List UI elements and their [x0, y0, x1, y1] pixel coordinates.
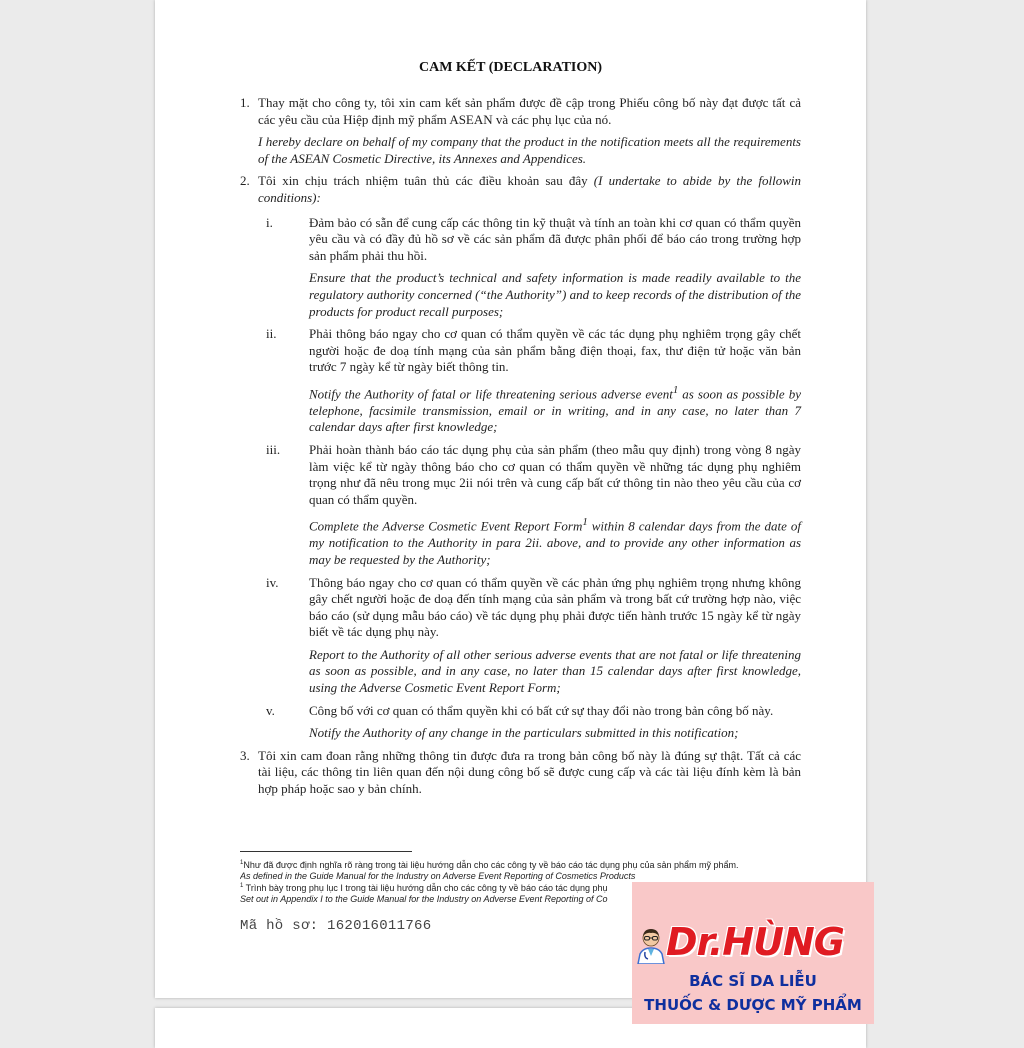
footnote-marker: 1 — [240, 883, 244, 890]
condition-number: iii. — [266, 442, 281, 458]
document-page — [155, 0, 866, 998]
brand-tagline-1: BÁC SĨ DA LIỄU — [689, 972, 817, 990]
condition-text-en — [309, 514, 801, 568]
footnote-marker: 1 — [240, 860, 244, 866]
footnote-ref: 1 — [582, 516, 588, 529]
doctor-icon — [635, 926, 667, 969]
condition-text-vi: Thông báo ngay cho cơ quan có thẩm quyền về các phản ứng phụ nghiêm trọng nhưng không gây chết người hoặc đe doạ đến tính mạng của sản phẩm và trong bất cứ trường hợp nào, việc báo cáo (sử dụng mẫu báo cáo) về tác dụng phụ phải được tiến hành trước 15 ngày kể từ ngày biết về tác dụng phụ này. — [309, 574, 801, 640]
item-text-vi: Tôi xin chịu trách nhiệm tuân thủ các điều khoản sau đây — [258, 173, 588, 189]
item-number: 3. — [240, 747, 250, 763]
condition-text-vi: Phải hoàn thành báo cáo tác dụng phụ của sản phẩm (theo mẫu quy định) trong vòng 8 ngày làm việc kể từ ngày thông báo cho cơ quan có thẩm quyền về những tác dụng phụ nghiêm trọng như đã nêu trong mục 2ii nói trên và cung cấp bất cứ thông tin nào theo yêu cầu của cơ quan có thẩm quyền. — [309, 442, 801, 507]
brand-logo-text: Dr.HÙNG — [666, 920, 844, 964]
condition-text-en-b: as soon as possible by telephone, facsimile transmission, email or in writing, and in any case, no later than 7 calendar days after first knowledge; — [309, 386, 801, 435]
footnote-ref: 1 — [672, 383, 679, 396]
footnote-1-en: As defined in the Guide Manual for the Industry on Adverse Event Reporting of Cosmetics Products — [240, 870, 636, 881]
condition-number: i. — [266, 214, 273, 230]
condition-text-en: Notify the Authority of any change in the particulars submitted in this notification; — [309, 725, 739, 741]
condition-text-vi: Phải thông báo ngay cho cơ quan có thẩm quyền về các tác dụng phụ nghiêm trọng gây chết người hoặc đe doạ tính mạng của sản phẩm bằng điện thoại, fax, thư điện tử hoặc văn bản trước 7 ngày kể từ ngày biết thông tin. — [309, 326, 801, 375]
footnote-divider — [240, 851, 412, 852]
condition-text-vi: Đảm bảo có sẵn để cung cấp các thông tin kỹ thuật và tính an toàn khi cơ quan có thẩm quyền yêu cầu và có đầy đủ hồ sơ về các sản phẩm đã được phân phối để báo cáo trong trường hợp sản phẩm phải thu hồi. — [309, 214, 801, 263]
condition-text-vi: Công bố với cơ quan có thẩm quyền khi có bất cứ sự thay đổi nào trong bản công bố này. — [309, 702, 774, 718]
condition-item-iii — [258, 442, 801, 568]
watermark-banner — [632, 882, 874, 1024]
condition-text-en: Ensure that the product’s technical and safety information is made readily available to the regulatory authority concerned (“the Authority”) and to keep records of the distribution of the products for product recall purposes; — [309, 270, 801, 319]
declaration-item-3 — [240, 748, 801, 798]
brand-tagline-2: THUỐC & DƯỢC MỸ PHẨM — [644, 996, 862, 1014]
item-text — [258, 173, 801, 206]
declaration-item-2 — [240, 173, 801, 741]
condition-text-en-a: Complete the Adverse Cosmetic Event Report Form — [309, 518, 583, 534]
condition-number: ii. — [266, 326, 277, 342]
footnote-2-vi: $^1$ Trình bày trong phụ lục I trong tài liệu hướng dẫn cho các công ty về báo cáo tác dụng phụ — [240, 883, 608, 894]
declaration-body — [240, 95, 801, 798]
footnote-2-en: Set out in Appendix I to the Guide Manual for the Industry on Adverse Event Reporting of Co — [240, 893, 608, 904]
condition-text-en — [309, 382, 801, 436]
condition-text-en: Report to the Authority of all other serious adverse events that are not fatal or life threatening as soon as possible, and in any case, no later than 15 calendar days after first knowledge, using the Adverse Cosmetic Event Report Form; — [309, 646, 801, 696]
record-number: Mã hồ sơ: 162016011766 — [240, 918, 432, 934]
declaration-item-1 — [240, 95, 801, 167]
item-number: 2. — [240, 173, 250, 189]
item-text-en: (I undertake to abide by the followin conditions): — [258, 173, 802, 205]
condition-item-v — [258, 703, 801, 742]
condition-item-iv — [258, 575, 801, 697]
item-text-vi: Tôi xin cam đoan rằng những thông tin được đưa ra trong bản công bố này là đúng sự thật. Tất cả các tài liệu, các thông tin liên quan đến nội dung công bố sẽ được cung cấp và các tài liệu đính kèm là bản hợp pháp hoặc sao y bản chính. — [258, 747, 801, 797]
footnote-1-vi: $^1$Như đã được định nghĩa rõ ràng trong tài liệu hướng dẫn cho các công ty về báo cáo tác dụng phụ của sản phẩm mỹ phẩm. — [240, 860, 739, 870]
condition-item-ii — [258, 326, 801, 436]
condition-text-en-b: within 8 calendar days from the date of my notification to the Authority in para 2ii. above, and to provide any other information as may be requested by the Authority; — [309, 518, 802, 567]
item-number: 1. — [240, 95, 250, 110]
item-text-en: I hereby declare on behalf of my company that the product in the notification meets all the requirements of the ASEAN Cosmetic Directive, its Annexes and Appendices. — [258, 134, 801, 166]
document-title: CAM KẾT (DECLARATION) — [418, 60, 603, 75]
condition-number: iv. — [266, 574, 279, 590]
condition-text-en-a: Notify the Authority of fatal or life threatening serious adverse event — [309, 386, 673, 402]
condition-item-i — [258, 215, 801, 321]
condition-number: v. — [266, 702, 275, 718]
item-text-vi: Thay mặt cho công ty, tôi xin cam kết sản phẩm được đề cập trong Phiếu công bố này đạt được tất cả các yêu cầu của Hiệp định mỹ phẩm ASEAN và các phụ lục của nó. — [258, 95, 801, 127]
